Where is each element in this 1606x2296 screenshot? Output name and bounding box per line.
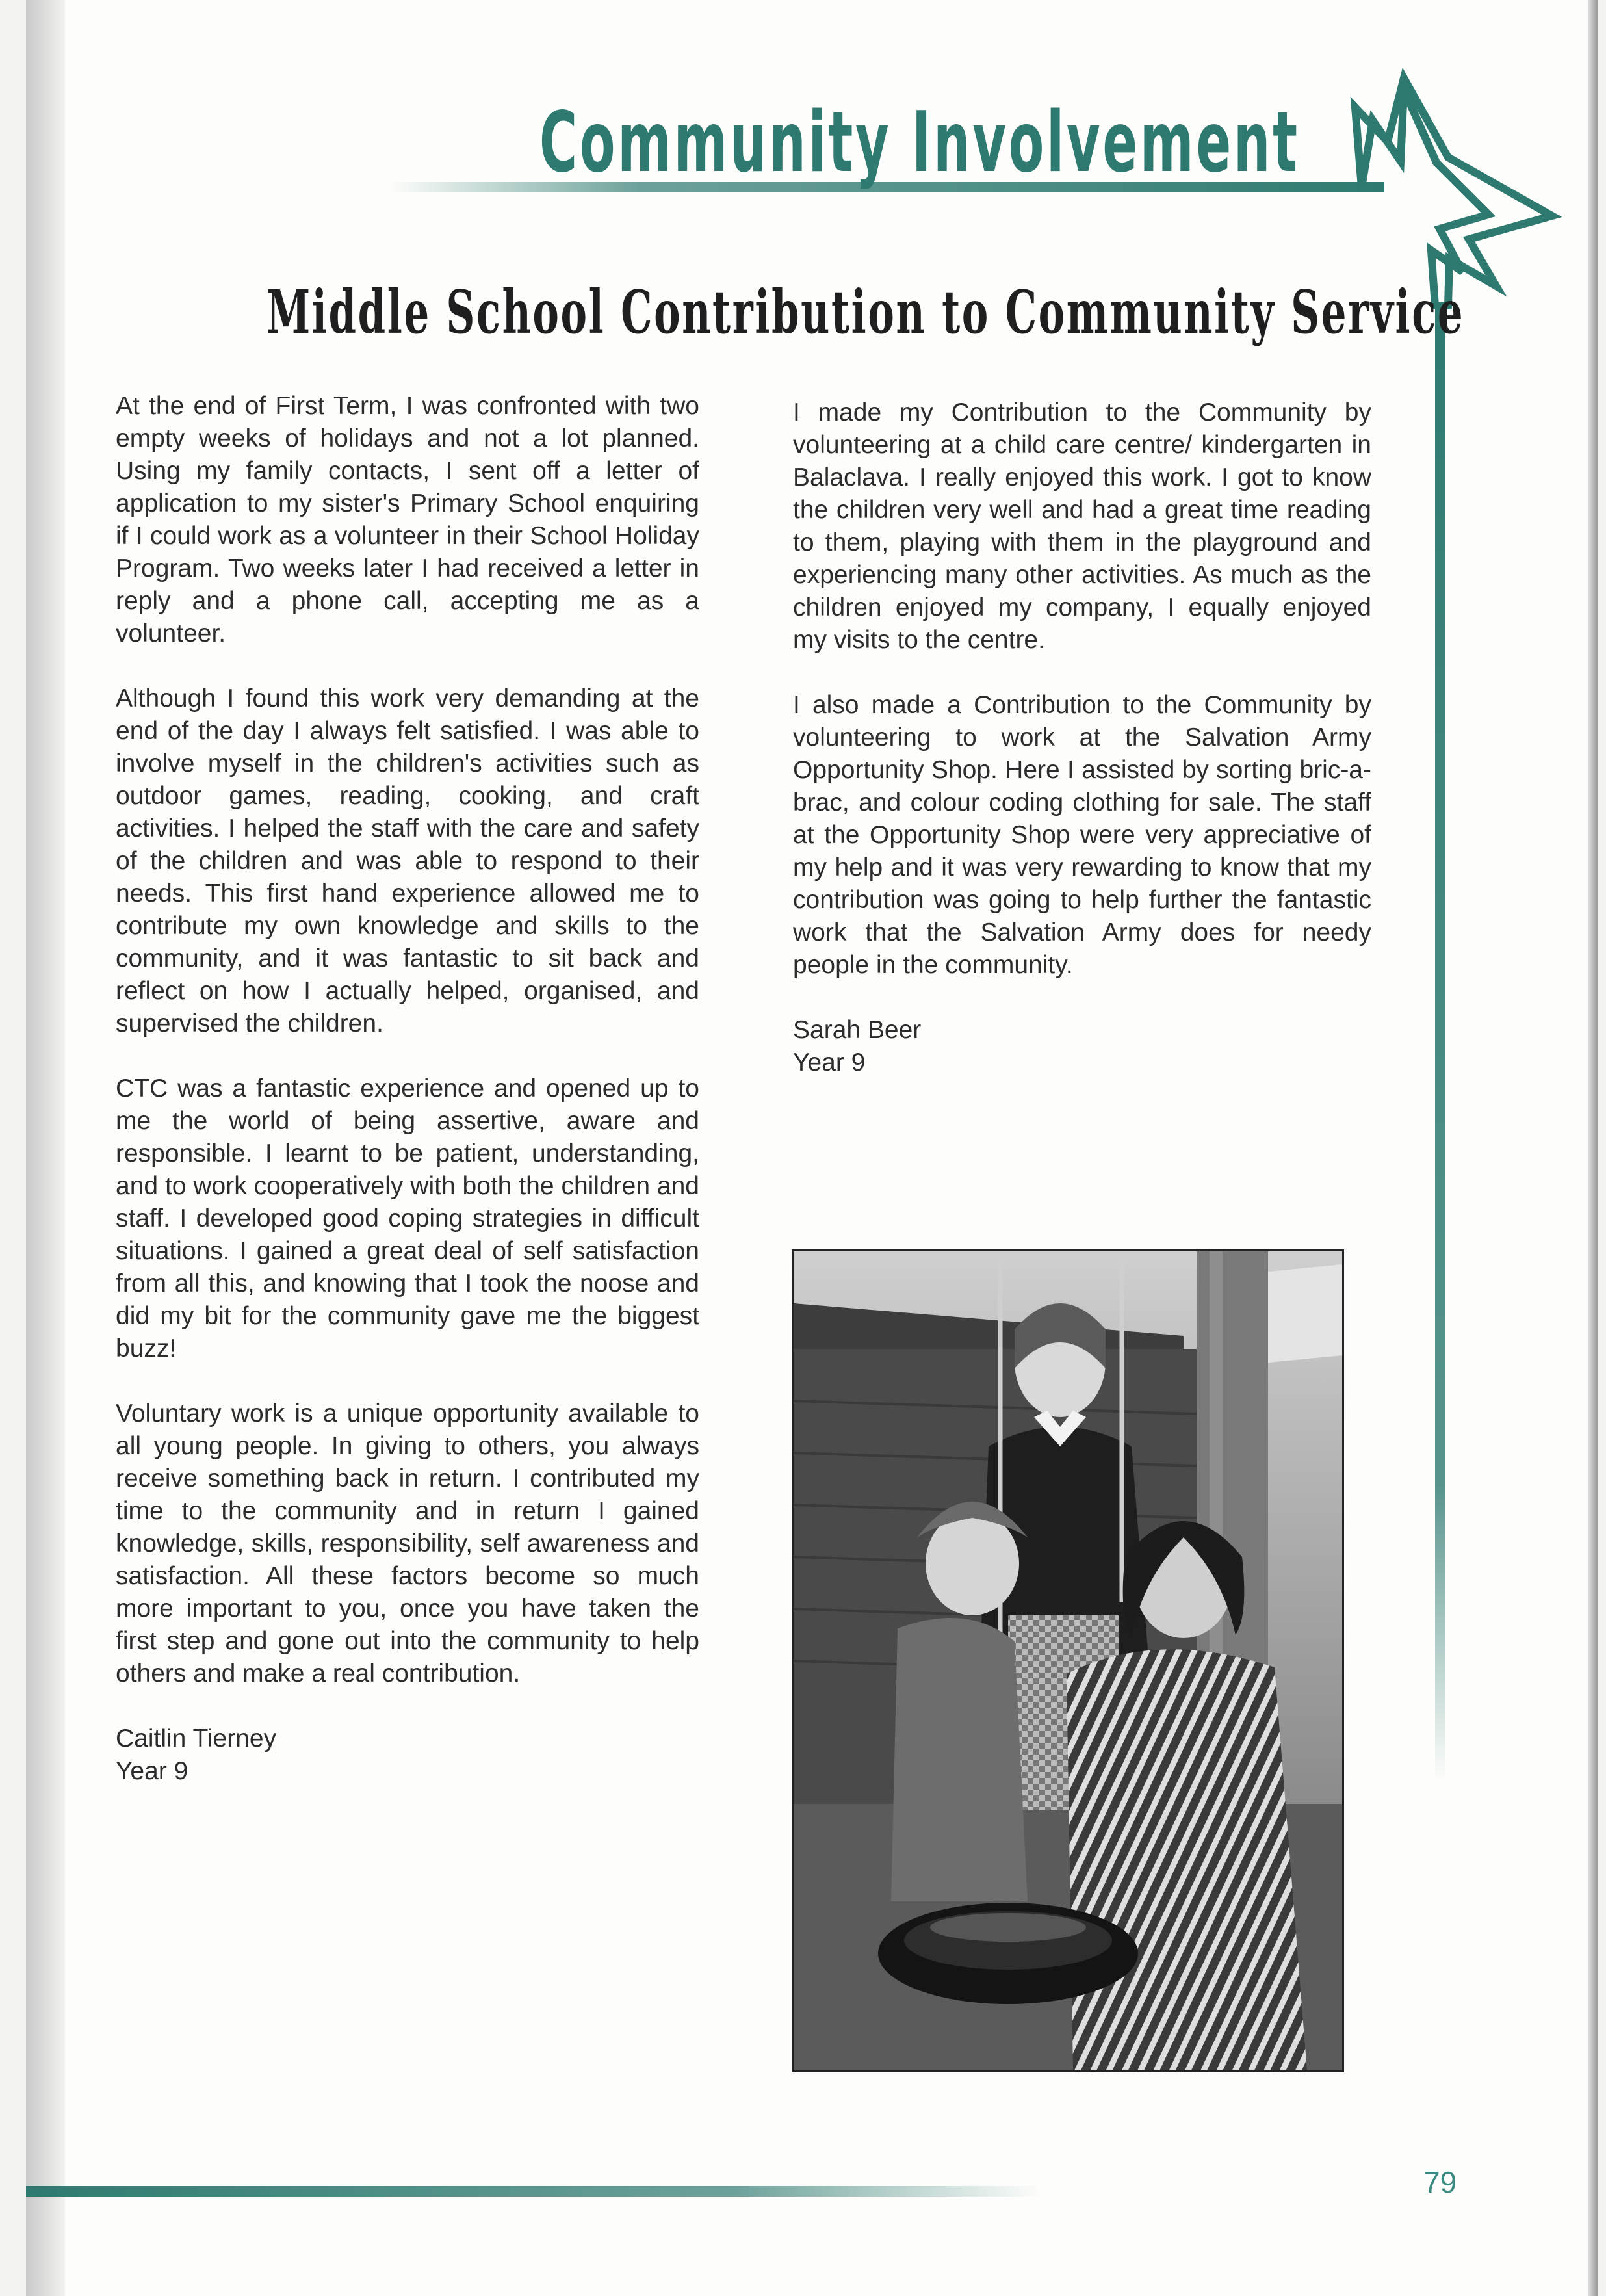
paragraph: Voluntary work is a unique opportunity available to all young people. In giving to others, you always receive something back in return. I contributed my time to the community and in return I gained knowledge, skills, responsibility, self awareness and satisfaction. All these factors become so much more important to you, once you have taken the first step and gone out into the community to help others and make a real contribution. xyxy=(116,1400,699,1688)
paragraph: I also made a Contribution to the Community by volunteering to work at the Salvation Army Opportunity Shop. Here I assisted by sorting bric-a-brac, and colour coding clothing for sale. The staff at the Opportunity Shop were very appreciative of my help and it was very rewarding to know that my contribution was going to help further the fantastic work that the Salvation Army does for needy people in the community. xyxy=(793,691,1371,979)
article-title: Middle School Contribution to Community Service xyxy=(266,277,1465,347)
author-year: Year 9 xyxy=(116,1757,188,1785)
author-name: Caitlin Tierney xyxy=(116,1725,277,1753)
page-number: 79 xyxy=(1423,2165,1457,2199)
right-column xyxy=(793,397,1371,1079)
paragraph: At the end of First Term, I was confronted with two empty weeks of holidays and not a lot planned. Using my family contacts, I sent off a letter of application to my sister's Primary School enquiring if I could work as a volunteer in their School Holiday Program. Two weeks later I had received a letter in reply and a phone call, accepting me as a volunteer. xyxy=(116,392,699,647)
magazine-page xyxy=(26,0,1598,2296)
left-column xyxy=(116,390,699,1788)
photo-illustration xyxy=(794,1251,1342,2070)
paragraph: Although I found this work very demanding at the end of the day I always felt satisfied. I was able to involve myself in the children's activities such as outdoor games, reading, cooking, and craft activities. I helped the staff with the care and safety of the children and was able to respond to their needs. This first hand experience allowed me to contribute my own knowledge and skills to the community, and it was fantastic to sit back and reflect on how I actually helped, organised, and supervised the children. xyxy=(116,685,699,1037)
star-icon xyxy=(1355,78,1552,306)
section-title: Community Involvement xyxy=(539,94,1300,191)
photo-children-on-tyre-swing xyxy=(792,1249,1344,2072)
author-year: Year 9 xyxy=(793,1049,866,1076)
bottom-rule xyxy=(26,2186,1040,2197)
paragraph: I made my Contribution to the Community by volunteering at a child care centre/ kindergarten in Balaclava. I really enjoyed this work. I got to know the children very well and had a great time reading to them, playing with them in the playground and experiencing many other activities. As much as the children enjoyed my company, I equally enjoyed my visits to the centre. xyxy=(793,398,1371,654)
right-rule xyxy=(1435,306,1445,1781)
author-name: Sarah Beer xyxy=(793,1016,922,1044)
paragraph: CTC was a fantastic experience and opened up to me the world of being assertive, aware and responsible. I learnt to be patient, understanding, and to work cooperatively with both the children and staff. I developed good coping strategies in difficult situations. I gained a great deal of self satisfaction from all this, and knowing that I took the noose and did my bit for the community gave me the biggest buzz! xyxy=(116,1075,699,1363)
